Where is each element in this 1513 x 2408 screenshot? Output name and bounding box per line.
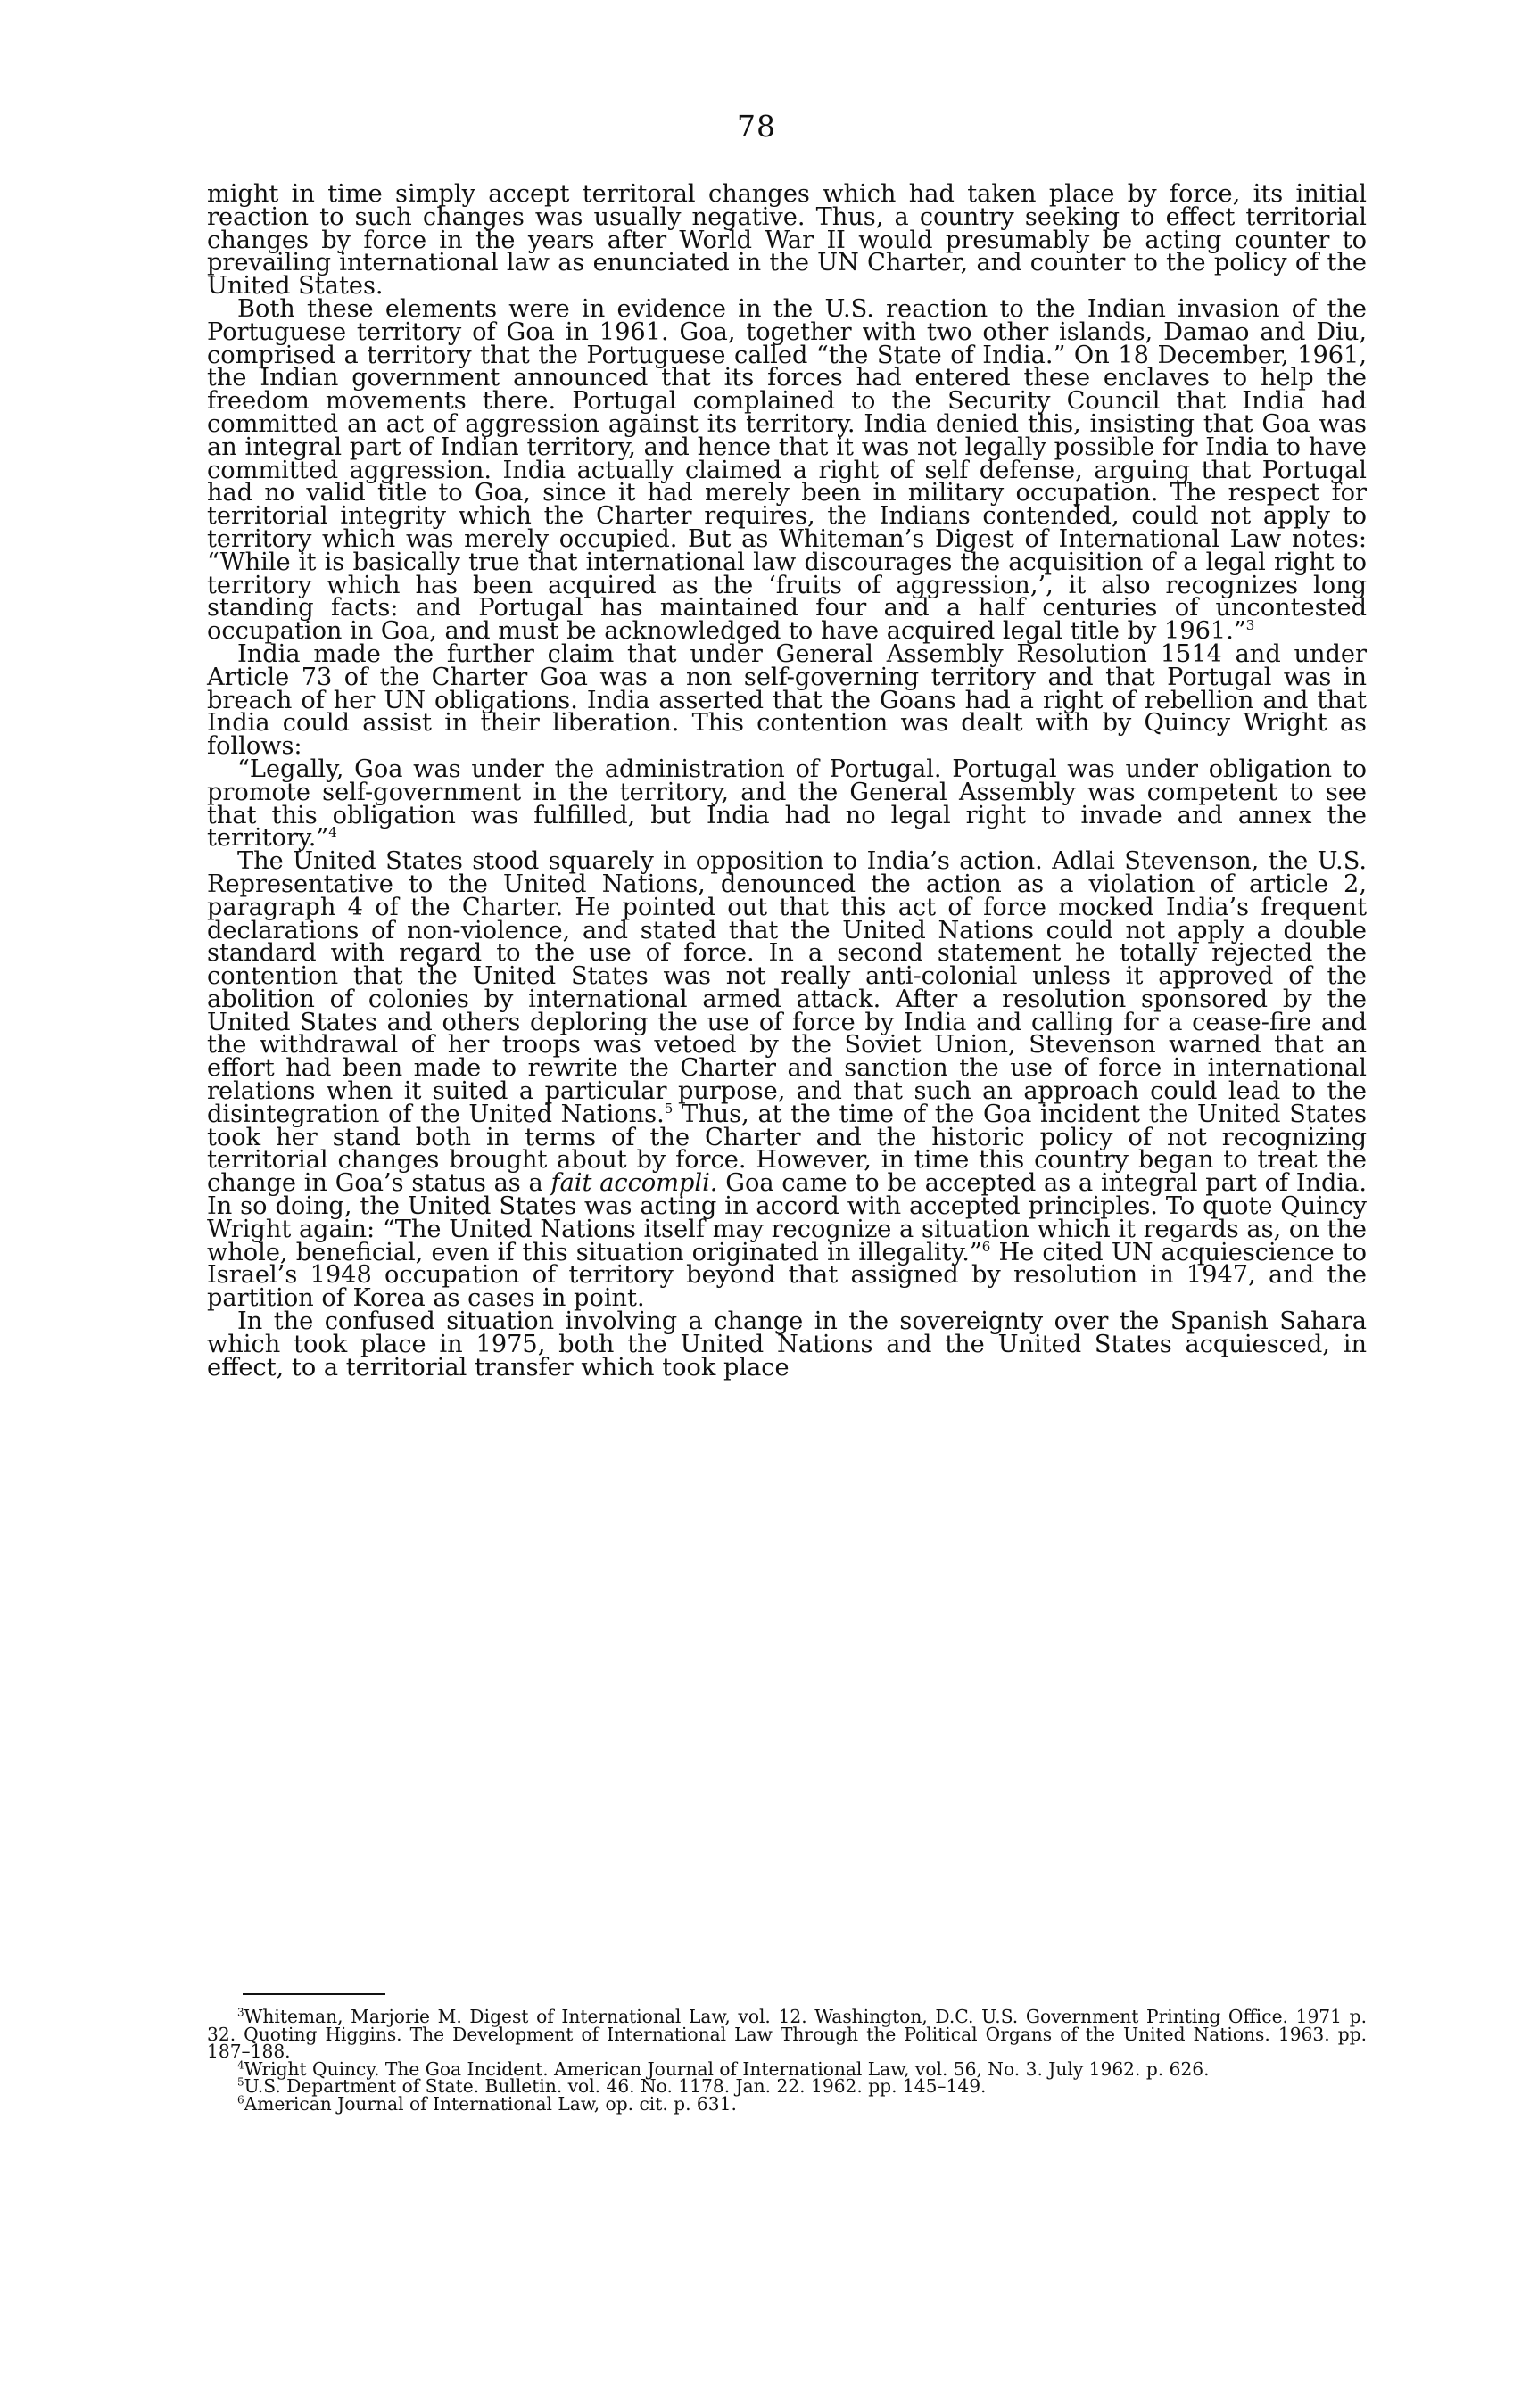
main-text xyxy=(207,180,1367,1381)
footnote-ref: 6 xyxy=(981,1238,991,1255)
footnote-marker: 5 xyxy=(237,2075,244,2089)
footnote-text: American Journal of International Law, op. cit. p. 631. xyxy=(244,2092,737,2115)
italic-phrase: fait accompli. xyxy=(550,1169,718,1198)
footnotes xyxy=(207,2008,1367,2114)
footnote-ref: 5 xyxy=(664,1100,674,1117)
footnote-marker: 6 xyxy=(237,2093,244,2107)
paragraph-text: Thus, at the time of the Goa incident the United States took her stand both in terms of the Charter and the historic policy of not recognizing territorial changes brought about by force. However, in time this country began to treat the change in Goa’s status as a xyxy=(207,1100,1367,1198)
paragraph-text: India made the further claim that under General Assembly Resolution 1514 and under Article 73 of the Charter Goa was a non self-governing territory and that Portugal was in breach of her UN obligations. India asserted that the Goans had a right of rebellion and that India could assist in their liberation. This contention was dealt with by Quincy Wright as follows: xyxy=(207,639,1367,761)
footnote-text: U.S. Department of State. Bulletin. vol. 46. No. 1178. Jan. 22. 1962. pp. 145–149. xyxy=(244,2075,987,2098)
footnote-marker: 3 xyxy=(237,2006,244,2019)
footnote-ref: 4 xyxy=(328,824,337,841)
page-number: 78 xyxy=(737,109,776,144)
footnote-ref: 3 xyxy=(1245,617,1255,634)
paragraph-text: Goa came to be accepted as a integral part of India. In so doing, the United States was acting in accord with accepted principles. To quote Quincy Wright again: “The United Nations itself may recognize a situation which it regards as, on the whole, beneficial, even if this situation originated in illegality.” xyxy=(207,1169,1367,1266)
footnote-divider xyxy=(243,1993,385,1995)
quote-text: “Legally, Goa was under the administration of Portugal. Portugal was under obligation to promote self-government in the territory, and the General Assembly was competent to see that this obligation was fulfilled, but India had no legal right to invade and annex the territory.” xyxy=(207,755,1367,853)
paragraph-text: might in time simply accept territoral changes which had taken place by force, its initial reaction to such changes was usually negative. Thus, a country seeking to effect territorial changes by force in the years after World War II would presumably be acting counter to prevailing international law as enunciated in the UN Charter, and counter to the policy of the United States. xyxy=(207,180,1367,301)
paragraph xyxy=(207,180,1367,301)
paragraph-text: The United States stood squarely in opposition to India’s action. Adlai Stevenson, the U.S. Representative to the United Nations, denounced the action as a violation of article 2, paragraph 4 of the Charter. He pointed out that this act of force mocked India’s frequent declarations of non-violence, and stated that the United Nations could not apply a double standard with regard to the use of force. In a second statement he totally rejected the contention that the United States was not really anti-colonial unless it approved of the abolition of colonies by international armed attack. After a resolution sponsored by the United States and others deploring the use of force by India and calling for a cease-fire and the withdrawal of her troops was vetoed by the Soviet Union, Stevenson warned that an effort had been made to rewrite the Charter and sanction the use of force in international relations when it suited a particular purpose, and that such an approach could lead to the disintegration of the United Nations. xyxy=(207,847,1367,1128)
footnote-text: Wright Quincy. The Goa Incident. American Journal of International Law, vol. 56, No. 3. July 1962. p. 626. xyxy=(244,2058,1210,2080)
footnote xyxy=(207,2008,1367,2061)
footnote-marker: 4 xyxy=(237,2058,244,2072)
footnote-text: Whiteman, Marjorie M. Digest of International Law, vol. 12. Washington, D.C. U.S. Government Printing Office. 1971 p. 32. Quoting Higgins. The Development of International Law Through the Political Organs of the United Nations. 1963. pp. 187–188. xyxy=(207,2006,1367,2063)
paragraph xyxy=(207,847,1367,1313)
paragraph xyxy=(207,1307,1367,1381)
paragraph-text: He cited UN acquiescience to Israel’s 1948 occupation of territory beyond that assigned by resolution in 1947, and the partition of Korea as cases in point. xyxy=(207,1238,1367,1313)
paragraph xyxy=(207,294,1367,646)
paragraph-text: Both these elements were in evidence in the U.S. reaction to the Indian invasion of the Portuguese territory of Goa in 1961. Goa, together with two other islands, Damao and Diu, comprised a territory that the Portuguese called “the State of India.” On 18 December, 1961, the Indian government announced that its forces had entered these enclaves to help the freedom movements there. Portugal complained to the Security Council that India had committed an act of aggression against its territory. India denied this, insisting that Goa was an integral part of Indian territory, and hence that it was not legally possible for India to have committed aggression. India actually claimed a right of self defense, arguing that Portugal had no valid title to Goa, since it had merely been in military occupation. The respect for territorial integrity which the Charter requires, the Indians contended, could not apply to territory which was merely occupied. But as Whiteman’s Digest of International Law notes: “While it is basically true that international law discourages the acquisition of a legal right to territory which has been acquired as the ‘fruits of aggression,’, it also recognizes long standing facts: and Portugal has maintained four and a half centuries of uncontested occupation in Goa, and must be acknowledged to have acquired legal title by 1961.” xyxy=(207,294,1367,646)
block-quote xyxy=(207,755,1367,853)
paragraph-text: In the confused situation involving a change in the sovereignty over the Spanish Sahara which took place in 1975, both the United Nations and the United States acquiesced, in effect, to a territorial transfer which took place xyxy=(207,1307,1367,1381)
footnote xyxy=(207,2092,1367,2115)
paragraph xyxy=(207,639,1367,761)
